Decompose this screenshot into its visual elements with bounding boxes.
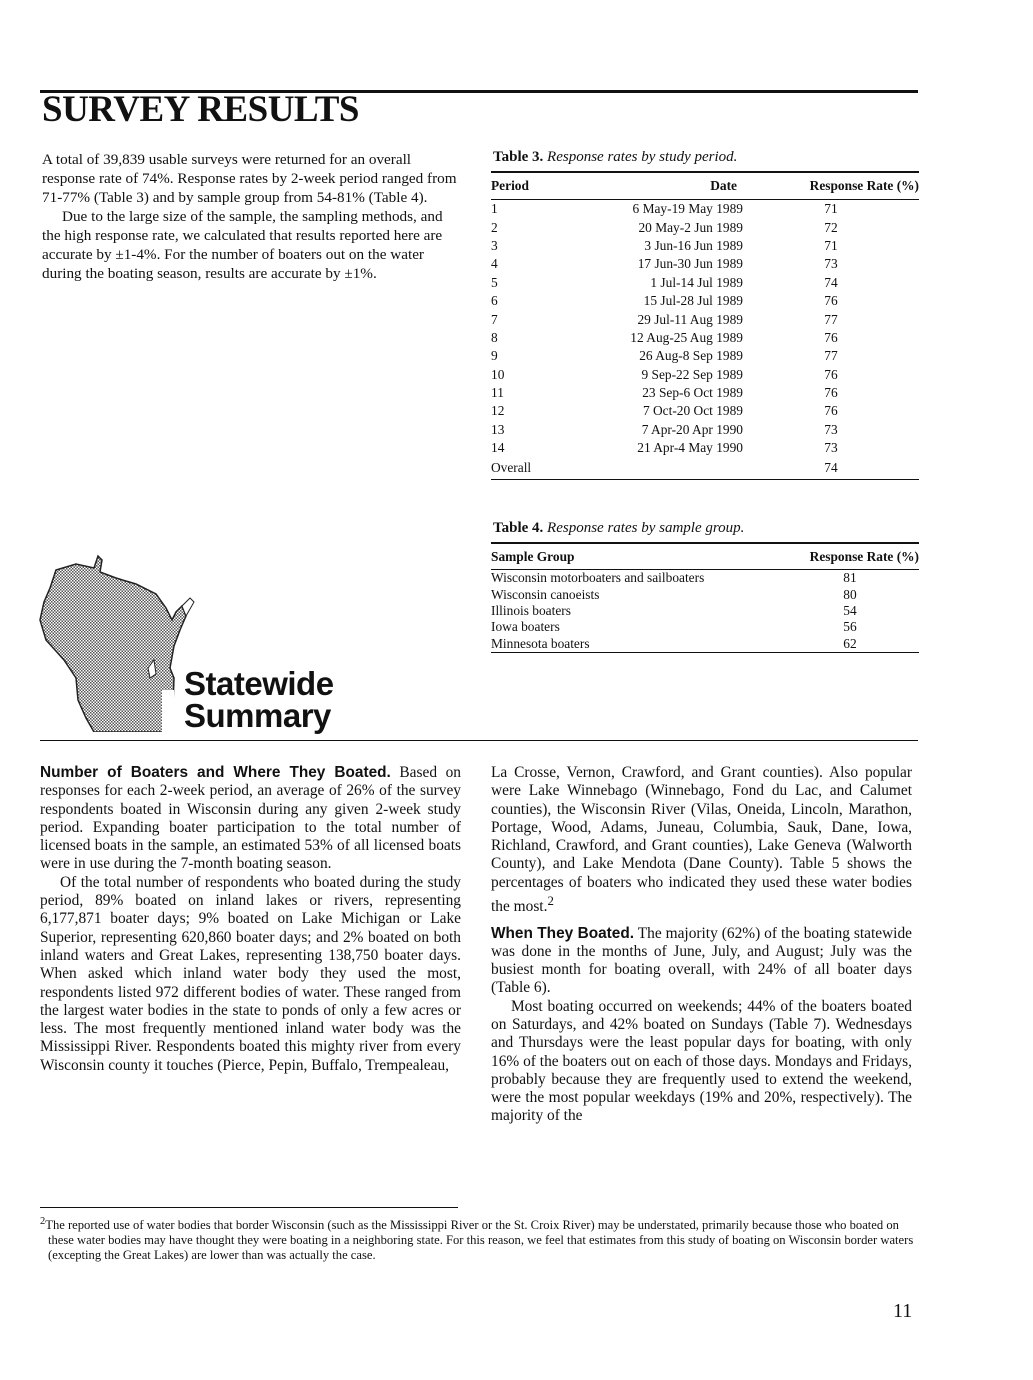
table4-rate-cell: 81 <box>843 570 857 586</box>
table-row <box>491 329 919 347</box>
footnote-paragraph <box>40 1214 920 1263</box>
table3-overall-rate: 74 <box>824 460 838 476</box>
body-column-left <box>40 764 461 1075</box>
table-row <box>491 274 919 292</box>
table-row <box>491 366 919 384</box>
table3-header-date: Date <box>710 178 737 193</box>
table3-period-cell: 9 <box>491 348 498 364</box>
body-right-paragraph-1 <box>491 764 912 917</box>
wisconsin-map-icon <box>36 550 196 732</box>
intro-paragraph-1: A total of 39,839 usable surveys were returned for an overall response rate of 74%. Response rates by 2-week period ranged from 71-77% (Table 3) and by sample group from 54-81% (Table 4). <box>42 151 457 206</box>
table3-header-rate: Response Rate (%) <box>809 178 919 193</box>
table3-rate-cell: 77 <box>824 348 838 364</box>
table3-date-cell: 20 May-2 Jun 1989 <box>638 219 743 235</box>
table3-date-cell: 12 Aug-25 Aug 1989 <box>630 329 743 345</box>
table4-rate-cell: 62 <box>843 635 857 651</box>
table3-period-cell: 5 <box>491 274 498 290</box>
table3-rate-cell: 76 <box>824 403 838 419</box>
table3-date-cell: 3 Jun-16 Jun 1989 <box>644 237 743 253</box>
table3-date-cell: 9 Sep-22 Sep 1989 <box>641 366 743 382</box>
table3 <box>491 171 919 480</box>
page-title: SURVEY RESULTS <box>42 89 359 130</box>
footnote <box>40 1214 920 1263</box>
body-right-p1-text: La Crosse, Vernon, Crawford, and Grant counties). Also popular were Lake Winnebago (Winnebago, Fond du Lac, and Calumet counties), the Wisconsin River (Vilas, Oneida, Lincoln, Marathon, Portage, Wood, Adams, Juneau, Columbia, Sauk, Dane, Iowa, Richland, Crawford, and Grant counties), Lake Geneva (Walworth County), and Lake Mendota (Dane County). Table 5 shows the percentages of boaters who indicated they used these water bodies the most. <box>491 764 912 916</box>
table3-rate-cell: 74 <box>824 274 838 290</box>
section-heading <box>184 665 334 734</box>
table3-overall-blank <box>611 457 743 480</box>
table3-rate-cell: 76 <box>824 329 838 345</box>
table3-rate-cell: 71 <box>824 237 838 253</box>
table3-caption-text: Response rates by study period. <box>547 149 738 165</box>
table3-rate-cell: 73 <box>824 440 838 456</box>
table3-overall-label: Overall <box>491 460 532 476</box>
table4-header-row <box>491 543 919 570</box>
table3-period-cell: 2 <box>491 219 498 235</box>
table-row <box>491 619 919 635</box>
table3-rate-cell: 73 <box>824 256 838 272</box>
table3-period-cell: 13 <box>491 421 505 437</box>
table3-rate-cell: 71 <box>824 201 838 217</box>
table4-caption-text: Response rates by sample group. <box>547 520 745 536</box>
table4-group-cell: Illinois boaters <box>491 602 571 618</box>
table4-body <box>491 570 919 653</box>
table4-rate-cell: 54 <box>843 602 857 618</box>
table3-overall-row <box>491 457 919 480</box>
table3-period-cell: 7 <box>491 311 498 327</box>
table-row <box>491 586 919 602</box>
table3-date-cell: 15 Jul-28 Jul 1989 <box>643 293 743 309</box>
table4-header-group: Sample Group <box>491 548 575 564</box>
page-number: 11 <box>893 1300 913 1322</box>
footnote-marker: 2 <box>40 1216 46 1227</box>
body-left-p1-text: Based on responses for each 2-week period, an average of 26% of the survey respondents boated in Wisconsin during any given 2-week study period. Expanding boater participation to the total number of licensed boats in the sample, an estimated 53% of all licensed boats were in use during the 7-month boating season. <box>40 764 461 873</box>
table3-date-cell: 23 Sep-6 Oct 1989 <box>642 385 743 401</box>
table3-caption <box>493 148 737 166</box>
footnote-reference: 2 <box>547 894 554 909</box>
table3-rate-cell: 77 <box>824 311 838 327</box>
table3-date-cell: 6 May-19 May 1989 <box>632 201 743 217</box>
table3-period-cell: 10 <box>491 366 505 382</box>
table4-caption <box>493 519 744 537</box>
section-heading-line1: Statewide <box>184 665 334 702</box>
body-right-lead: When They Boated. <box>491 924 635 942</box>
table3-period-cell: 12 <box>491 403 505 419</box>
body-left-lead: Number of Boaters and Where They Boated. <box>40 764 391 781</box>
table4-group-cell: Minnesota boaters <box>491 635 590 651</box>
table-row <box>491 237 919 255</box>
table3-caption-label: Table 3. <box>493 149 544 165</box>
section-rule <box>40 740 918 741</box>
table3-rate-cell: 76 <box>824 366 838 382</box>
table-row <box>491 384 919 402</box>
table3-header-row <box>491 172 919 200</box>
table3-period-cell: 4 <box>491 256 498 272</box>
table3-rate-cell: 76 <box>824 293 838 309</box>
body-left-paragraph-2: Of the total number of respondents who boated during the study period, 89% boated on inland lakes or rivers, representing 6,177,871 boater days; 9% boated on Lake Michigan or Lake Superior, representing 620,860 boater days; and 2% boated on both inland waters and Great Lakes, representing 138,750 boater days. When asked which inland water body they used the most, respondents listed 972 different bodies of water. These ranged from the largest water bodies in the state to ponds of only a few acres or less. The most frequently mentioned inland water body was the Mississippi River. Respondents boated this mighty river from every Wisconsin county it touches (Pierce, Pepin, Buffalo, Trempealeau, <box>40 873 461 1074</box>
table3-rate-cell: 76 <box>824 385 838 401</box>
table3-date-cell: 29 Jul-11 Aug 1989 <box>637 311 743 327</box>
table3-rate-cell: 73 <box>824 421 838 437</box>
table3-period-cell: 8 <box>491 329 498 345</box>
table-row <box>491 310 919 328</box>
table3-period-cell: 6 <box>491 293 498 309</box>
table3-date-cell: 17 Jun-30 Jun 1989 <box>637 256 743 272</box>
body-left-paragraph-1 <box>40 764 461 874</box>
table3-date-cell: 26 Aug-8 Sep 1989 <box>639 348 743 364</box>
table-row <box>491 636 919 653</box>
intro-text <box>42 150 462 283</box>
table-row <box>491 200 919 219</box>
table3-date-cell: 21 Apr-4 May 1990 <box>637 440 743 456</box>
table3-period-cell: 3 <box>491 237 498 253</box>
intro-paragraph-2: Due to the large size of the sample, the sampling methods, and the high response rate, we calculated that results reported here are accurate by ±1-4%. For the number of boaters out on the water during the boating season, results are accurate by ±1%. <box>42 208 443 282</box>
table4-caption-label: Table 4. <box>493 520 544 536</box>
table3-period-cell: 1 <box>491 201 498 217</box>
table4-group-cell: Iowa boaters <box>491 619 560 635</box>
table4 <box>491 542 919 653</box>
table-row <box>491 292 919 310</box>
body-right-paragraph-2 <box>491 925 912 998</box>
table-row <box>491 570 919 587</box>
table4-rate-cell: 80 <box>843 586 857 602</box>
table-row <box>491 439 919 457</box>
table3-body <box>491 200 919 480</box>
table-row <box>491 255 919 273</box>
table3-rate-cell: 72 <box>824 219 838 235</box>
table-row <box>491 402 919 420</box>
table4-group-cell: Wisconsin motorboaters and sailboaters <box>491 570 705 586</box>
footnote-rule <box>40 1207 458 1208</box>
table4-header-rate: Response Rate (%) <box>809 548 919 564</box>
table3-date-cell: 7 Oct-20 Oct 1989 <box>642 403 743 419</box>
body-column-right <box>491 764 912 1126</box>
body-right-paragraph-3: Most boating occurred on weekends; 44% of the boaters boated on Saturdays, and 42% boated on Sundays (Table 7). Wednesdays and Thursdays were the least popular days for boating, with only 16% of the boaters out on each of those days. Mondays and Fridays, probably because they are frequently used to extend the weekend, were the most popular weekdays (19% and 20%, respectively). The majority of the <box>491 997 912 1125</box>
table3-period-cell: 14 <box>491 440 505 456</box>
footnote-text: The reported use of water bodies that border Wisconsin (such as the Mississippi River or the St. Croix River) may be understated, primarily because those who boated on these water bodies may have thought they were boating in a neighboring state. For this reason, we feel that estimates from this study of boating on Wisconsin border waters (excepting the Great Lakes) are lower than was actually the case. <box>45 1218 914 1263</box>
table4-rate-cell: 56 <box>843 619 857 635</box>
table-row <box>491 421 919 439</box>
table3-date-cell: 1 Jul-14 Jul 1989 <box>650 274 743 290</box>
table3-date-cell: 7 Apr-20 Apr 1990 <box>641 421 743 437</box>
table-row <box>491 347 919 365</box>
section-heading-line2: Summary <box>184 697 331 734</box>
table-row <box>491 603 919 619</box>
table-row <box>491 218 919 236</box>
table3-period-cell: 11 <box>491 385 504 401</box>
table4-group-cell: Wisconsin canoeists <box>491 586 600 602</box>
body-right-p2-text: The majority (62%) of the boating statewide was done in the months of June, July, and August; July was the busiest month for boating overall, with 24% of all boater days (Table 6). <box>491 924 912 997</box>
table3-header-period: Period <box>491 178 529 193</box>
